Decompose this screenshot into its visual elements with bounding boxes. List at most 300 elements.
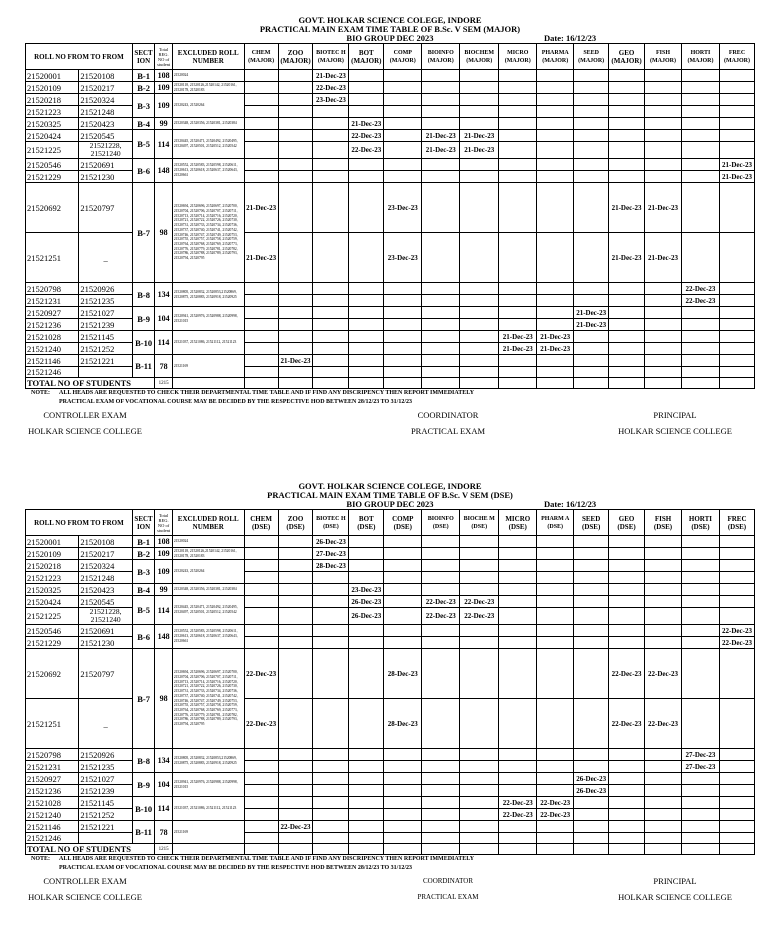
subject-header: ZOO (MAJOR) <box>278 44 313 70</box>
exam-date <box>537 785 574 797</box>
roll-to: 21521248 <box>79 106 132 118</box>
coordinator-sign: COORDINATOR <box>417 410 479 420</box>
excluded-rolls: 21520348, 21520356, 21520381, 21520384 <box>172 118 244 130</box>
exam-date <box>499 283 537 295</box>
exam-date <box>244 596 278 608</box>
section-cell: B-11 <box>132 821 155 844</box>
exam-date <box>609 637 645 649</box>
roll-from: 21520546 <box>26 159 79 171</box>
table-row <box>26 94 755 106</box>
exam-date <box>609 596 645 608</box>
roll-to <box>79 367 132 378</box>
roll-from: 21520109 <box>26 82 79 94</box>
exam-date <box>278 130 313 142</box>
exam-date <box>645 560 682 572</box>
exam-date <box>574 596 609 608</box>
exam-date <box>537 118 574 130</box>
section-cell: B-3 <box>132 94 155 118</box>
empty-cell <box>574 844 609 855</box>
section-cell: B-6 <box>132 159 155 183</box>
exam-date <box>574 94 609 106</box>
exam-date <box>499 536 537 548</box>
exam-date <box>422 560 460 572</box>
empty-cell <box>313 844 349 855</box>
exam-date: 27-Dec-23 <box>681 749 719 761</box>
exam-date: 26-Dec-23 <box>349 596 384 608</box>
exam-date <box>499 118 537 130</box>
exam-date <box>719 295 754 307</box>
table-row <box>26 130 755 142</box>
exam-date <box>384 833 422 844</box>
empty-cell <box>422 844 460 855</box>
note-line <box>25 389 755 398</box>
exam-date <box>349 785 384 797</box>
exam-date <box>460 355 499 367</box>
exam-date <box>574 699 609 749</box>
roll-from: 21521229 <box>26 171 79 183</box>
exam-date <box>313 367 349 378</box>
roll-to: 21521027 <box>79 773 132 785</box>
exam-date <box>384 367 422 378</box>
subject-header: BIOCHEM (MAJOR) <box>460 44 499 70</box>
exam-date <box>460 699 499 749</box>
timetable-title: PRACTICAL MAIN EXAM TIME TABLE OF B.Sc. V SEM (DSE) <box>267 490 513 500</box>
exam-date <box>609 331 645 343</box>
subject-header: HORTI (MAJOR) <box>681 44 719 70</box>
exam-date <box>499 608 537 625</box>
roll-to: 21521239 <box>79 785 132 797</box>
exam-date <box>719 536 754 548</box>
exam-date <box>313 809 349 821</box>
roll-to: 21520691 <box>79 159 132 171</box>
exam-date: 27-Dec-23 <box>681 761 719 773</box>
section-cell: B-7 <box>132 649 155 749</box>
exam-date <box>681 307 719 319</box>
exam-date <box>609 283 645 295</box>
exam-date: 21-Dec-23 <box>313 70 349 82</box>
exam-date <box>313 749 349 761</box>
exam-date <box>244 809 278 821</box>
exam-date <box>537 319 574 331</box>
roll-to <box>79 833 132 844</box>
exam-date <box>460 331 499 343</box>
exam-date <box>645 773 682 785</box>
exam-date <box>574 183 609 233</box>
exam-date <box>460 833 499 844</box>
exam-date <box>384 295 422 307</box>
roll-to: 21521228, 21521240 <box>79 608 132 625</box>
exam-date <box>313 584 349 596</box>
exam-date <box>313 608 349 625</box>
roll-from: 21521225 <box>26 142 79 159</box>
college-title: GOVT. HOLKAR SCIENCE COLEGE, INDORE <box>298 481 482 491</box>
exam-date: 21-Dec-23 <box>537 343 574 355</box>
exam-date <box>574 118 609 130</box>
roll-from: 21520001 <box>26 70 79 82</box>
subject-header: BOT (DSE) <box>349 510 384 536</box>
exam-date <box>422 584 460 596</box>
exam-date <box>349 106 384 118</box>
excluded-rolls: 21520805, 21520832, 21520853,21520869, 21520875, 21520883, 21520918, 21520925 <box>172 283 244 307</box>
exam-date <box>349 548 384 560</box>
roll-from: 21521240 <box>26 809 79 821</box>
roll-to: 21520423 <box>79 118 132 130</box>
exam-date <box>384 761 422 773</box>
exam-date <box>349 809 384 821</box>
exam-date <box>244 82 278 94</box>
student-count: 78 <box>155 821 172 844</box>
section-header: SECT ION <box>132 44 155 70</box>
exam-date <box>422 82 460 94</box>
excluded-rolls: 21520445, 21520471, 21520492, 21520495, 21520497, 21520501, 21520512, 21520542 <box>172 130 244 159</box>
exam-date <box>278 572 313 584</box>
exam-date <box>244 130 278 142</box>
exam-date <box>719 699 754 749</box>
exam-date: 21-Dec-23 <box>719 159 754 171</box>
exam-date <box>645 637 682 649</box>
subject-header: MICRO (DSE) <box>499 510 537 536</box>
exam-date <box>422 536 460 548</box>
exam-date <box>537 367 574 378</box>
table-row <box>26 183 755 233</box>
exam-date <box>574 331 609 343</box>
exam-date <box>574 283 609 295</box>
exam-date <box>349 761 384 773</box>
exam-date <box>574 821 609 833</box>
subject-header: BIOTEC H (DSE) <box>313 510 349 536</box>
exam-date <box>681 367 719 378</box>
table-row <box>26 773 755 785</box>
exam-date <box>349 797 384 809</box>
total-label: TOTAL NO OF STUDENTS <box>26 844 155 855</box>
section-cell: B-9 <box>132 773 155 797</box>
roll-from: 21521028 <box>26 797 79 809</box>
exam-date <box>719 833 754 844</box>
exam-date: 23-Dec-23 <box>384 233 422 283</box>
exam-date <box>681 331 719 343</box>
roll-to: 21520217 <box>79 548 132 560</box>
exam-date <box>460 283 499 295</box>
exam-date <box>719 307 754 319</box>
exam-date <box>422 94 460 106</box>
exam-date <box>537 283 574 295</box>
exam-date: 22-Dec-23 <box>719 625 754 637</box>
exam-date <box>645 142 682 159</box>
student-count: 98 <box>155 649 172 749</box>
timetable-major <box>25 16 755 439</box>
exam-date <box>719 773 754 785</box>
exam-date <box>681 596 719 608</box>
exam-date <box>609 94 645 106</box>
exam-date <box>681 70 719 82</box>
exam-date <box>349 171 384 183</box>
excluded-rolls: 21520243, 21520264 <box>172 94 244 118</box>
exam-date <box>719 649 754 699</box>
exam-date <box>384 331 422 343</box>
exam-date <box>244 833 278 844</box>
section-cell: B-10 <box>132 331 155 355</box>
exam-date <box>645 70 682 82</box>
exam-date <box>574 355 609 367</box>
exam-date: 22-Dec-23 <box>645 699 682 749</box>
exam-date <box>278 367 313 378</box>
exam-date <box>384 142 422 159</box>
exam-date <box>719 319 754 331</box>
exam-date <box>313 761 349 773</box>
exam-date <box>609 833 645 844</box>
exam-date <box>244 749 278 761</box>
exam-date <box>609 572 645 584</box>
roll-from: 21520692 <box>26 183 79 233</box>
exam-date <box>537 106 574 118</box>
table-row <box>26 70 755 82</box>
subject-header: BIOINFO (DSE) <box>422 510 460 536</box>
empty-cell <box>537 378 574 389</box>
exam-date <box>278 283 313 295</box>
exam-date <box>645 584 682 596</box>
exam-date: 22-Dec-23 <box>719 637 754 649</box>
exam-date <box>313 171 349 183</box>
timetable-title: PRACTICAL MAIN EXAM TIME TABLE OF B.Sc. V SEM (MAJOR) <box>259 24 521 34</box>
group-date-row <box>25 500 755 509</box>
exam-date <box>609 773 645 785</box>
exam-date <box>244 572 278 584</box>
roll-from: 21520325 <box>26 584 79 596</box>
exam-date <box>681 159 719 171</box>
exam-date: 21-Dec-23 <box>422 142 460 159</box>
exam-date <box>719 548 754 560</box>
exam-date <box>645 307 682 319</box>
exam-date <box>681 649 719 699</box>
exam-date <box>422 761 460 773</box>
exam-date <box>537 70 574 82</box>
roll-from: 21520325 <box>26 118 79 130</box>
exam-date <box>384 82 422 94</box>
exam-date <box>574 142 609 159</box>
exam-date <box>278 761 313 773</box>
exam-date <box>278 70 313 82</box>
excluded-rolls: 21521169 <box>172 355 244 378</box>
excluded-header: EXCLUDED ROLL NUMBER <box>172 510 244 536</box>
exam-date <box>278 797 313 809</box>
exam-date <box>645 171 682 183</box>
signatures <box>25 873 755 905</box>
exam-date <box>645 319 682 331</box>
exam-date <box>422 233 460 283</box>
exam-date <box>609 548 645 560</box>
exam-date <box>681 785 719 797</box>
exam-date <box>645 749 682 761</box>
empty-cell <box>384 378 422 389</box>
exam-date <box>278 233 313 283</box>
exam-date <box>499 749 537 761</box>
exam-date <box>313 106 349 118</box>
excluded-rolls: 21520243, 21520264 <box>172 560 244 584</box>
exam-date <box>460 106 499 118</box>
subject-header: COMP (MAJOR) <box>384 44 422 70</box>
coordinator-sign: COORDINATOR <box>422 877 474 885</box>
exam-date <box>422 821 460 833</box>
excluded-rolls: 21520941, 21520976, 21520988, 21520998, 21521015 <box>172 773 244 797</box>
exam-date <box>313 773 349 785</box>
section-cell: B-3 <box>132 560 155 584</box>
exam-date <box>537 584 574 596</box>
exam-date <box>460 809 499 821</box>
exam-date: 26-Dec-23 <box>574 785 609 797</box>
exam-date <box>313 331 349 343</box>
exam-date <box>645 130 682 142</box>
exam-date <box>384 608 422 625</box>
exam-date <box>645 159 682 171</box>
table-row <box>26 548 755 560</box>
exam-date: 23-Dec-23 <box>349 584 384 596</box>
exam-date <box>719 821 754 833</box>
subject-header: HORTI (DSE) <box>681 510 719 536</box>
exam-date: 22-Dec-23 <box>244 649 278 699</box>
empty-cell <box>719 378 754 389</box>
exam-date <box>537 233 574 283</box>
exam-date <box>609 625 645 637</box>
exam-date: 22-Dec-23 <box>349 142 384 159</box>
exam-date <box>499 773 537 785</box>
exam-date <box>349 355 384 367</box>
exam-date <box>384 637 422 649</box>
exam-date: 21-Dec-23 <box>574 307 609 319</box>
empty-cell <box>681 378 719 389</box>
signatures <box>25 407 755 439</box>
exam-date <box>609 821 645 833</box>
exam-date <box>719 797 754 809</box>
exam-date <box>460 797 499 809</box>
exam-date: 21-Dec-23 <box>460 130 499 142</box>
excluded-rolls: 21520445, 21520471, 21520492, 21520495, 21520497, 21520501, 21520512, 21520542 <box>172 596 244 625</box>
section-header: SECT ION <box>132 510 155 536</box>
exam-date: 21-Dec-23 <box>349 118 384 130</box>
exam-date <box>422 773 460 785</box>
exam-date <box>244 159 278 171</box>
exam-date <box>349 283 384 295</box>
exam-date <box>244 548 278 560</box>
roll-from: 21521240 <box>26 343 79 355</box>
empty-cell <box>609 378 645 389</box>
roll-to: 21520691 <box>79 625 132 637</box>
exam-date <box>681 560 719 572</box>
exam-date <box>313 821 349 833</box>
student-count: 134 <box>155 283 172 307</box>
vocational-note: PRACTICAL EXAM OF VOCATIONAL COURSE MAY BE DECIDED BY THE RESPECTIVE HOD BETWEEN 28/12/23 TO 31/12/23 <box>59 399 412 405</box>
exam-date <box>460 183 499 233</box>
vocational-note: PRACTICAL EXAM OF VOCATIONAL COURSE MAY BE DECIDED BY THE RESPECTIVE HOD BETWEEN 28/12/23 TO 31/12/23 <box>59 865 412 871</box>
exam-date <box>460 70 499 82</box>
exam-date <box>422 355 460 367</box>
exam-date <box>278 608 313 625</box>
section-cell: B-8 <box>132 749 155 773</box>
subject-header: MICRO (MAJOR) <box>499 44 537 70</box>
student-count: 108 <box>155 70 172 82</box>
exam-date <box>313 142 349 159</box>
exam-date: 21-Dec-23 <box>499 343 537 355</box>
roll-from: 21521223 <box>26 106 79 118</box>
header-row <box>26 44 755 70</box>
exam-date <box>384 159 422 171</box>
group-date-row <box>25 34 755 43</box>
roll-from: 21521231 <box>26 761 79 773</box>
section-cell: B-1 <box>132 70 155 82</box>
note-label: NOTE: <box>31 390 51 396</box>
exam-date <box>499 130 537 142</box>
excluded-rolls: 21520024 <box>172 70 244 82</box>
student-count: 78 <box>155 355 172 378</box>
exam-date <box>384 319 422 331</box>
roll-to: 21521252 <box>79 809 132 821</box>
empty-cell <box>574 378 609 389</box>
exam-date <box>244 295 278 307</box>
exam-date <box>349 331 384 343</box>
exam-date <box>422 319 460 331</box>
exam-date <box>574 367 609 378</box>
exam-date <box>609 560 645 572</box>
exam-date <box>609 171 645 183</box>
exam-date <box>537 82 574 94</box>
empty-cell <box>244 844 278 855</box>
subject-header: CHEM (DSE) <box>244 510 278 536</box>
table-row <box>26 625 755 637</box>
exam-date <box>537 608 574 625</box>
exam-date <box>384 821 422 833</box>
exam-date <box>384 548 422 560</box>
exam-date <box>719 572 754 584</box>
exam-date <box>609 367 645 378</box>
table-row <box>26 596 755 608</box>
exam-date <box>278 171 313 183</box>
exam-date <box>537 536 574 548</box>
exam-date <box>422 331 460 343</box>
roll-from: 21520109 <box>26 548 79 560</box>
section-cell: B-9 <box>132 307 155 331</box>
exam-date <box>719 283 754 295</box>
subject-header: BOT (MAJOR) <box>349 44 384 70</box>
exam-date <box>645 106 682 118</box>
exam-date <box>719 809 754 821</box>
timetable-dse <box>25 482 755 905</box>
section-cell: B-6 <box>132 625 155 649</box>
exam-date <box>384 797 422 809</box>
table-row <box>26 82 755 94</box>
exam-date <box>460 82 499 94</box>
exam-date <box>244 319 278 331</box>
principal-college: HOLKAR SCIENCE COLLEGE <box>618 426 732 436</box>
exam-date <box>349 773 384 785</box>
exam-date <box>384 785 422 797</box>
exam-date <box>719 94 754 106</box>
exam-date <box>349 319 384 331</box>
empty-cell <box>460 844 499 855</box>
exam-date <box>460 785 499 797</box>
roll-from: 21520001 <box>26 536 79 548</box>
exam-date <box>278 319 313 331</box>
exam-date <box>499 183 537 233</box>
empty-cell <box>244 378 278 389</box>
roll-header: ROLL NO FROM TO FROM <box>26 44 133 70</box>
student-count: 109 <box>155 548 172 560</box>
exam-date <box>278 142 313 159</box>
exam-date <box>349 821 384 833</box>
roll-to: 21521230 <box>79 171 132 183</box>
student-count: 114 <box>155 596 172 625</box>
table-row <box>26 649 755 699</box>
table-row <box>26 283 755 295</box>
exam-date: 23-Dec-23 <box>384 183 422 233</box>
